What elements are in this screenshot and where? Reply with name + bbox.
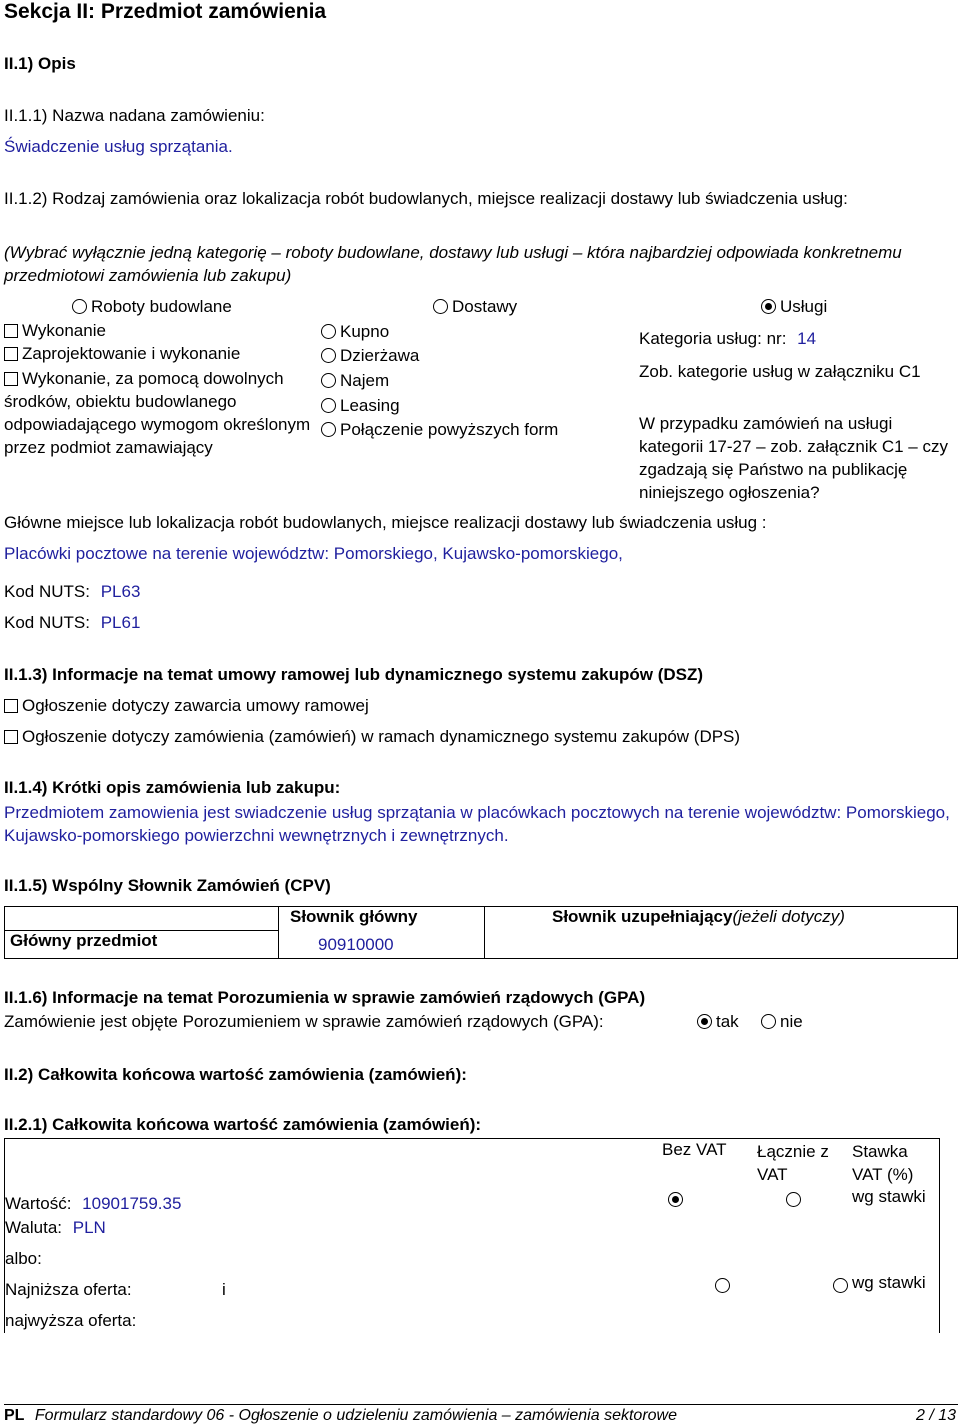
radio-icon[interactable] [761, 1014, 776, 1029]
heading-ii21: II.2.1) Całkowita końcowa wartość zamówienia (zamówień): [4, 1115, 482, 1134]
checkbox-icon[interactable] [4, 730, 18, 744]
category-services[interactable]: Usługi [761, 297, 827, 317]
checkbox-icon[interactable] [4, 347, 18, 361]
col-net: Bez VAT [662, 1140, 727, 1159]
services-category-number: 14 [797, 329, 817, 348]
framework-agreement-option[interactable]: Ogłoszenie dotyczy zawarcia umowy ramowej [4, 696, 369, 716]
radio-icon[interactable] [321, 348, 336, 363]
services-category: Kategoria usług: nr: 14 [639, 329, 817, 348]
radio-selected-icon[interactable] [761, 299, 776, 314]
cpv-main-header: Słownik główny [290, 907, 418, 926]
net-radio-selected-icon[interactable] [668, 1192, 683, 1207]
or-label: albo: [5, 1249, 42, 1268]
gpa-question: Zamówienie jest objęte Porozumieniem w sprawie zamówień rządowych (GPA): [4, 1012, 604, 1031]
works-option-design-execution[interactable]: Zaprojektowanie i wykonanie [4, 344, 240, 364]
gross-radio-icon[interactable] [833, 1278, 848, 1293]
checkbox-icon[interactable] [4, 372, 18, 386]
vat-rate-value: wg stawki [852, 1187, 926, 1206]
radio-icon[interactable] [321, 422, 336, 437]
gross-radio-icon[interactable] [786, 1192, 801, 1207]
short-description: Przedmiotem zamowienia jest swiadczenie usług sprzątania w placówkach pocztowych na terenie województw: Pomorskiego, Kujawsko-pomorskiego powierzchni wewnętrznych i zewnętrznych. [4, 803, 950, 845]
heading-ii16: II.1.6) Informacje na temat Porozumienia w sprawie zamówień rządowych (GPA) [4, 988, 646, 1007]
gpa-yes-option[interactable]: tak [697, 1012, 739, 1032]
heading-ii13: II.1.3) Informacje na temat umowy ramowej lub dynamicznego systemu zakupów (DSZ) [4, 665, 704, 684]
works-option-any-means[interactable]: Wykonanie, za pomocą dowolnych środków, obiektu budowlanego odpowiadającego wymogom określonym przez podmiot zamawiający [4, 369, 311, 457]
nuts-code: PL61 [100, 613, 141, 632]
radio-icon[interactable] [72, 299, 87, 314]
location-label: Główne miejsce lub lokalizacja robót budowlanych, miejsce realizacji dostawy lub świadczenia usług : [4, 513, 767, 532]
category-works[interactable]: Roboty budowlane [72, 297, 232, 317]
supply-option-lease[interactable]: Dzierżawa [321, 346, 419, 366]
value-amount: 10901759.35 [82, 1194, 182, 1213]
services-annex-note: Zob. kategorie usług w załączniku C1 [639, 362, 921, 381]
heading-ii12: II.1.2) Rodzaj zamówienia oraz lokalizacja robót budowlanych, miejsce realizacji dostawy lub świadczenia usług: [4, 189, 848, 208]
radio-icon[interactable] [321, 398, 336, 413]
nuts-code-row: Kod NUTS: PL61 [4, 613, 141, 632]
radio-icon[interactable] [433, 299, 448, 314]
net-radio-icon[interactable] [715, 1278, 730, 1293]
lowest-offer-label: Najniższa oferta: [5, 1280, 132, 1299]
category-note: (Wybrać wyłącznie jedną kategorię – roboty budowlane, dostawy lub usługi – która najbardziej odpowiada konkretnemu przedmiotowi zamówienia lub zakupu) [4, 243, 902, 285]
vat-rate-value: wg stawki [852, 1273, 926, 1292]
checkbox-icon[interactable] [4, 324, 18, 338]
supply-option-leasing[interactable]: Leasing [321, 396, 400, 416]
works-option-execution[interactable]: Wykonanie [4, 321, 106, 341]
nuts-code: PL63 [100, 582, 141, 601]
footer-page-number: 2 / 13 [915, 1407, 956, 1424]
cpv-main-code: 90910000 [318, 935, 394, 954]
value-row: Wartość: 10901759.35 [5, 1194, 182, 1213]
heading-ii11: II.1.1) Nazwa nadana zamówieniu: [4, 106, 265, 125]
cpv-supp-header: Słownik uzupełniający(jeżeli dotyczy) [552, 907, 845, 926]
category-supplies[interactable]: Dostawy [433, 297, 517, 317]
location-value: Placówki pocztowe na terenie województw: Pomorskiego, Kujawsko-pomorskiego, [4, 544, 623, 563]
footer-form-title: PL Formularz standardowy 06 - Ogłoszenie o udzieleniu zamówienia – zamówienia sektorowe [4, 1407, 677, 1424]
heading-ii1: II.1) Opis [4, 54, 76, 73]
nuts-code-row: Kod NUTS: PL63 [4, 582, 141, 601]
section-title: Sekcja II: Przedmiot zamówienia [4, 0, 327, 23]
supply-option-rental[interactable]: Najem [321, 371, 389, 391]
heading-ii14: II.1.4) Krótki opis zamówienia lub zakupu: [4, 778, 341, 797]
footer-lang: PL [4, 1407, 25, 1424]
col-vat-rate: Stawka VAT (%) [852, 1142, 914, 1184]
heading-ii15: II.1.5) Wspólny Słownik Zamówień (CPV) [4, 876, 331, 895]
services-publication-question: W przypadku zamówień na usługi kategorii 17-27 – zob. załącznik C1 – czy zgadzają się Państwo na publikację niniejszego ogłoszenia? [639, 414, 948, 502]
and-label: i [222, 1280, 226, 1299]
currency-value: PLN [72, 1218, 106, 1237]
radio-selected-icon[interactable] [697, 1014, 712, 1029]
supply-option-combination[interactable]: Połączenie powyższych form [321, 420, 558, 440]
heading-ii2: II.2) Całkowita końcowa wartość zamówienia (zamówień): [4, 1065, 467, 1084]
checkbox-icon[interactable] [4, 699, 18, 713]
dps-option[interactable]: Ogłoszenie dotyczy zamówienia (zamówień) w ramach dynamicznego systemu zakupów (DPS) [4, 727, 740, 747]
col-gross: Łącznie z VAT [757, 1142, 829, 1184]
radio-icon[interactable] [321, 373, 336, 388]
cpv-row-label: Główny przedmiot [10, 931, 158, 950]
contract-name: Świadczenie usług sprzątania. [4, 137, 233, 156]
supply-option-purchase[interactable]: Kupno [321, 322, 389, 342]
gpa-no-option[interactable]: nie [761, 1012, 803, 1032]
radio-icon[interactable] [321, 324, 336, 339]
currency-row: Waluta: PLN [5, 1218, 106, 1237]
highest-offer-label: najwyższa oferta: [5, 1311, 137, 1330]
